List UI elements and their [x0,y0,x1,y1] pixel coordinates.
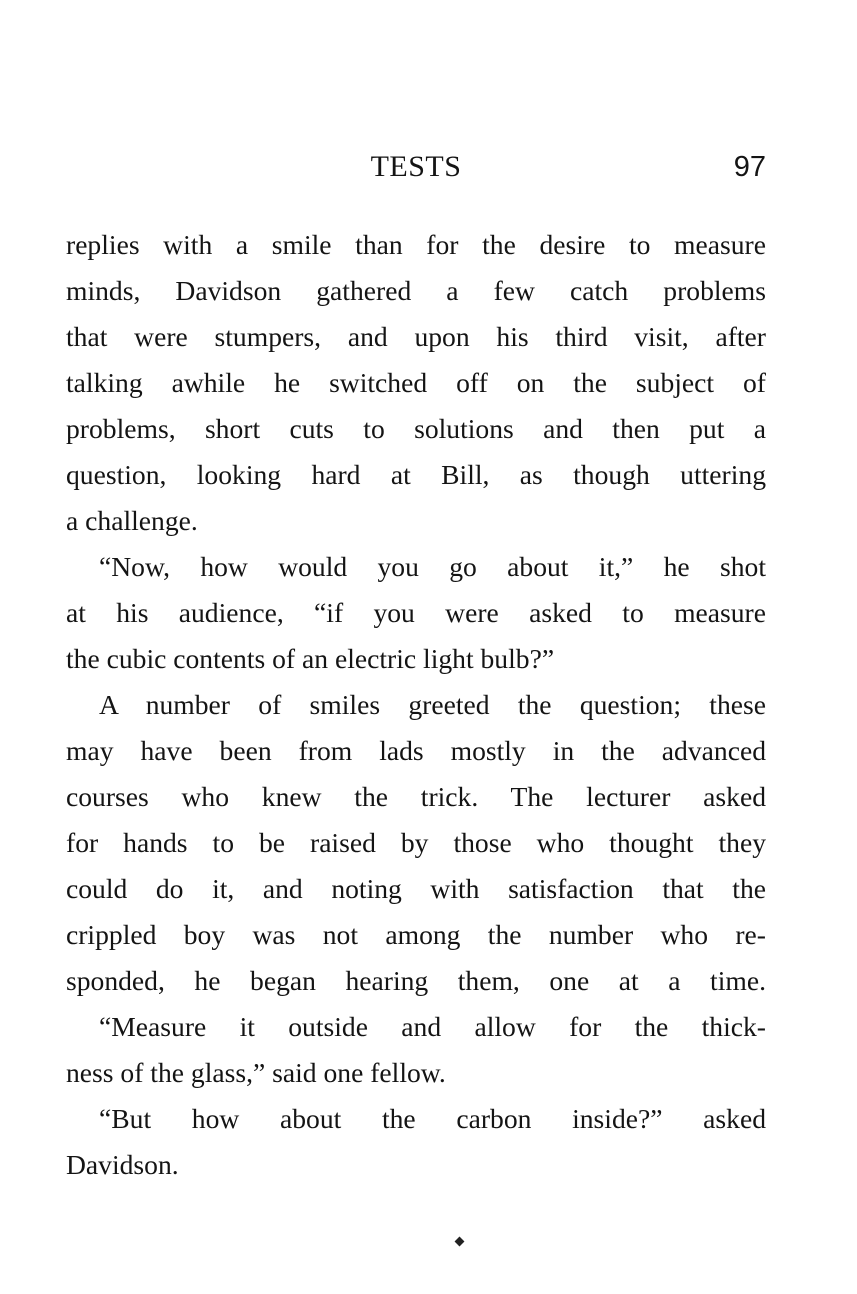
text-line: question, looking hard at Bill, as though uttering [66,459,766,490]
text-line: may have been from lads mostly in the advanced [66,735,766,766]
paragraph [66,682,766,1004]
printer-mark [455,1237,465,1247]
text-line: for hands to be raised by those who thought they [66,827,766,858]
text-line: Davidson. [66,1149,179,1180]
text-line: talking awhile he switched off on the subject of [66,367,766,398]
running-title: TESTS [370,150,462,183]
text-line: replies with a smile than for the desire to measure [66,229,766,260]
text-line: courses who knew the trick. The lecturer asked [66,781,766,812]
running-head [66,147,766,187]
page-number: 97 [733,151,766,183]
paragraph [66,222,766,544]
text-line: “Now, how would you go about it,” he shot [99,551,766,582]
text-line: ness of the glass,” said one fellow. [66,1057,446,1088]
paragraph [66,544,766,682]
text-line: “Measure it outside and allow for the thick- [99,1011,766,1042]
text-line: A number of smiles greeted the question; these [99,689,766,720]
text-line: the cubic contents of an electric light bulb?” [66,643,555,674]
text-line: sponded, he began hearing them, one at a time. [66,965,766,996]
paragraph [66,1096,766,1188]
text-line: could do it, and noting with satisfaction that the [66,873,766,904]
body-text [66,222,766,1188]
text-line: that were stumpers, and upon his third visit, after [66,321,766,352]
text-line: “But how about the carbon inside?” asked [99,1103,766,1134]
text-line: problems, short cuts to solutions and then put a [66,413,766,444]
text-line: a challenge. [66,505,198,536]
text-line: crippled boy was not among the number who re- [66,919,766,950]
text-line: minds, Davidson gathered a few catch problems [66,275,766,306]
paragraph [66,1004,766,1096]
text-line: at his audience, “if you were asked to measure [66,597,766,628]
